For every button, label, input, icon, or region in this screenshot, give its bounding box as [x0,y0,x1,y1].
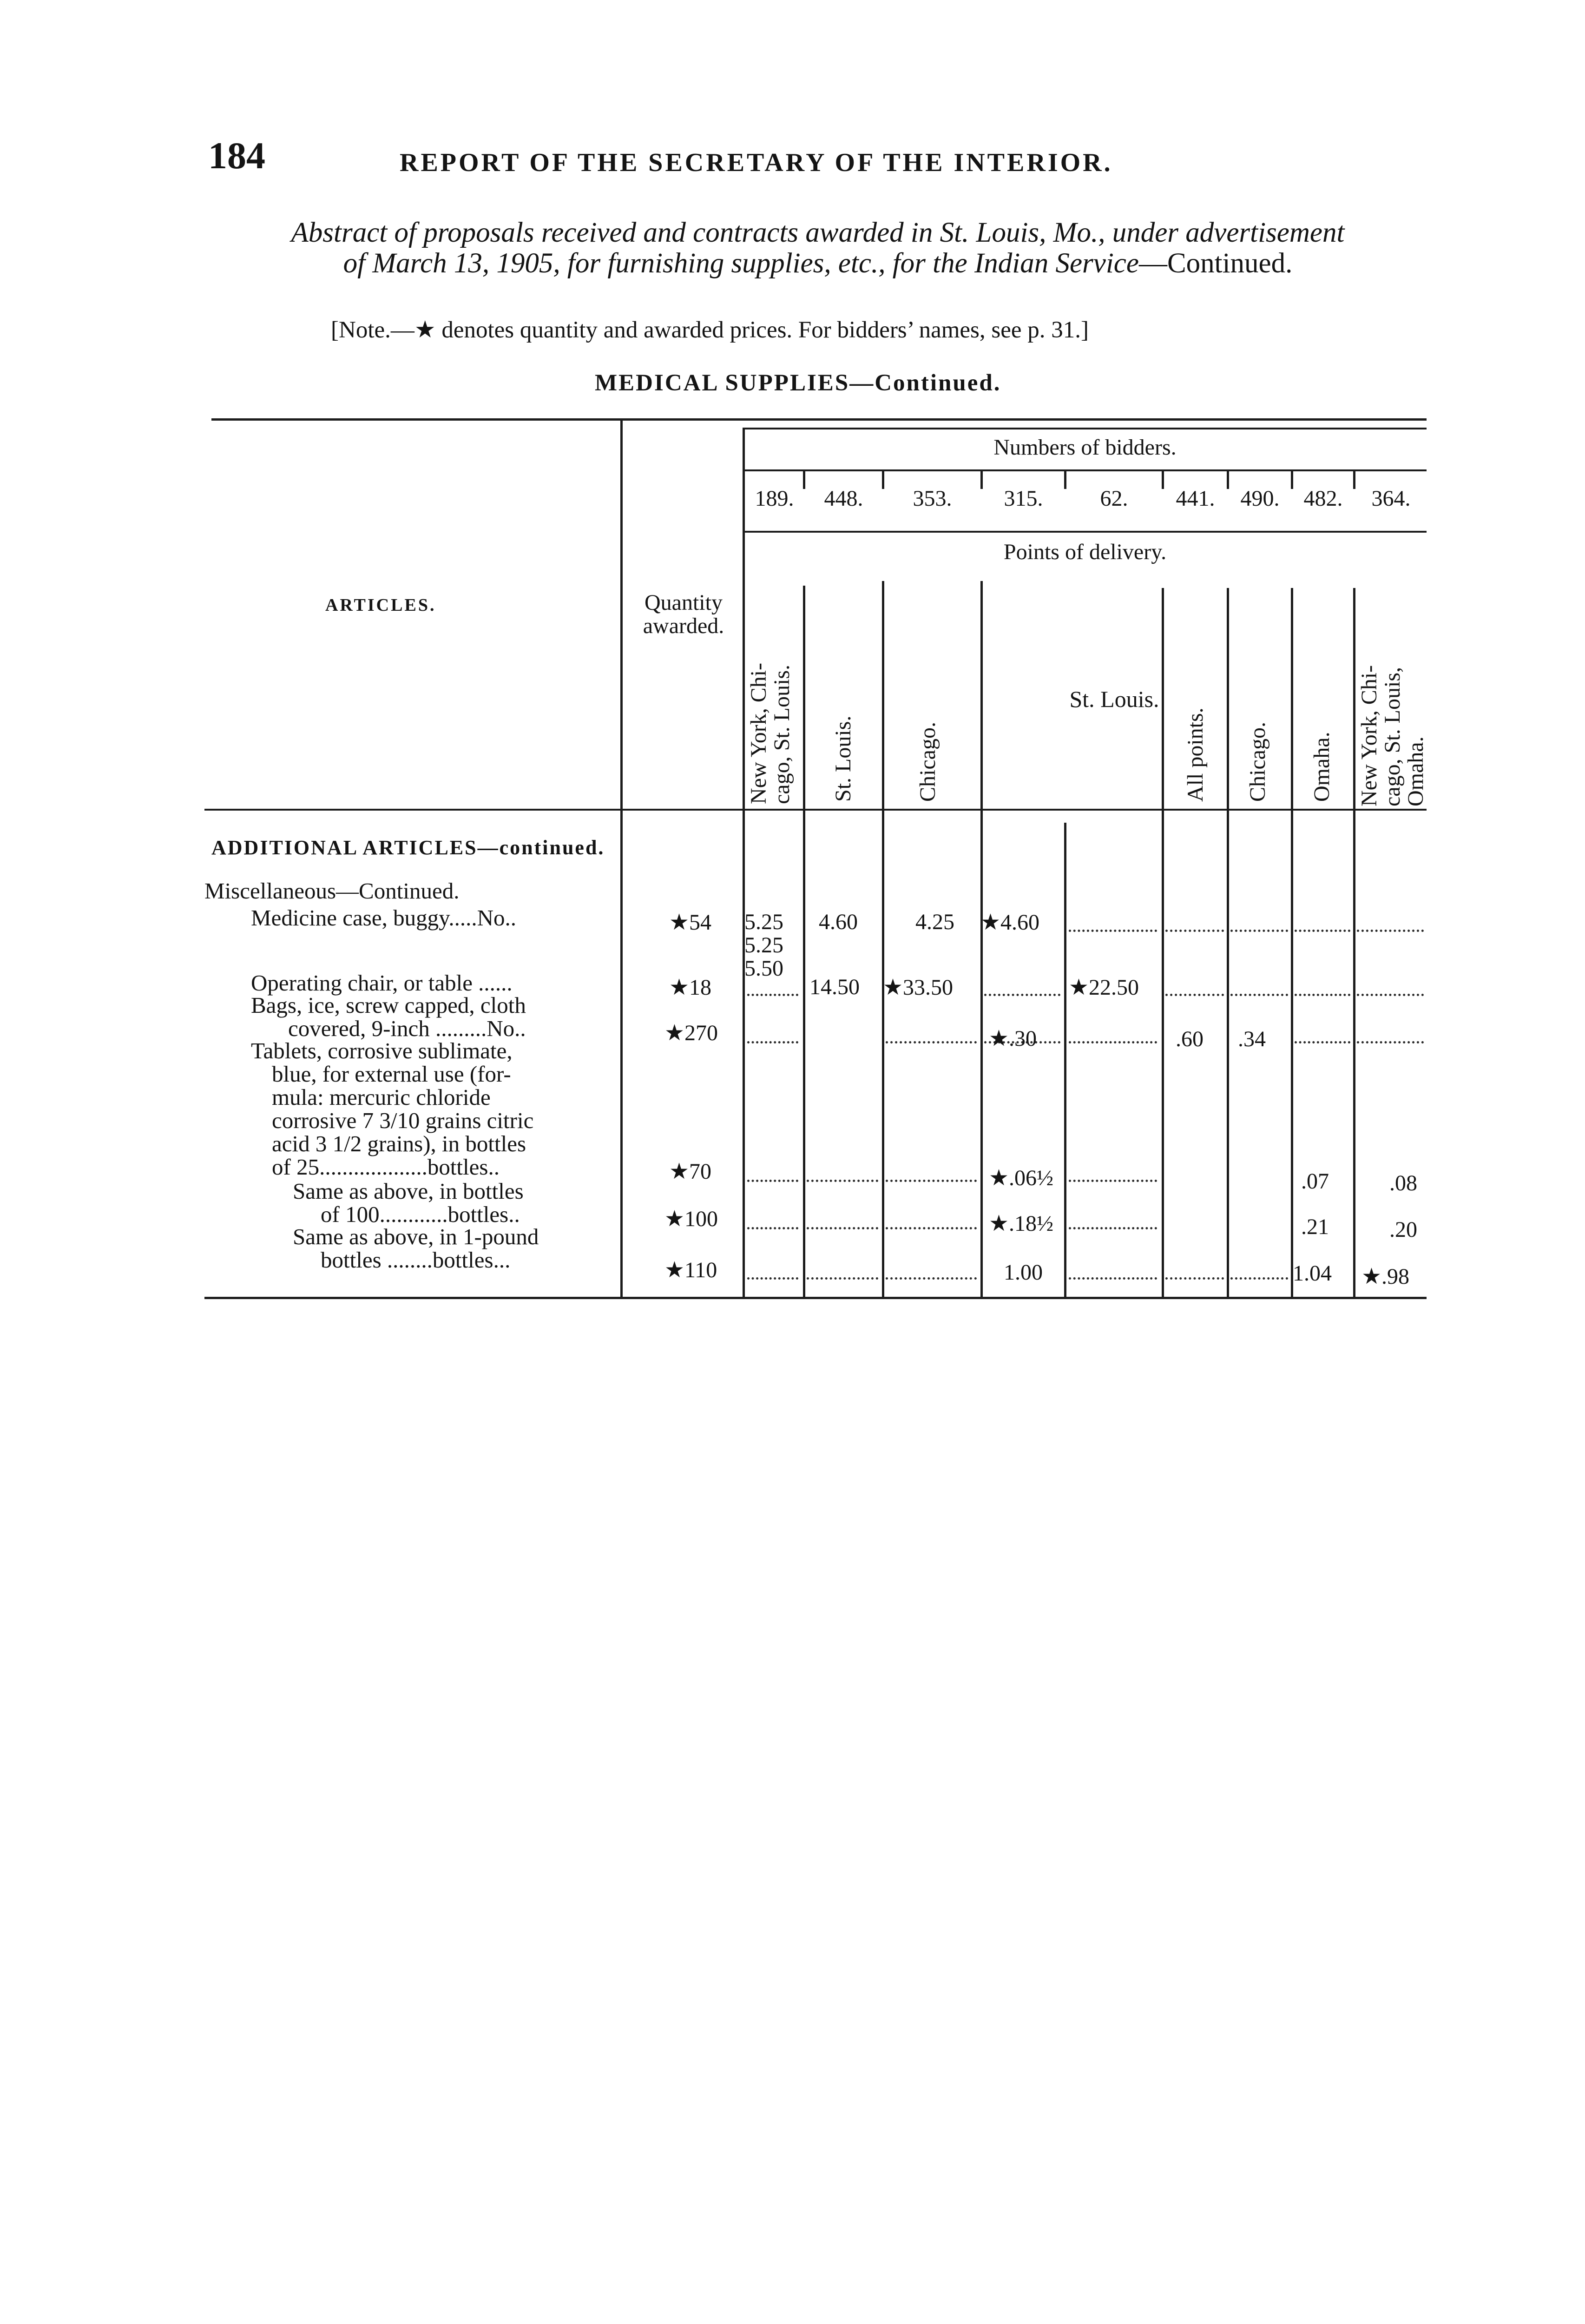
row-tablets-100-label-2: of 100............bottles.. [321,1202,520,1227]
row-tablets-lb-315: 1.00 [1004,1260,1043,1285]
bidder-number: 315. [1004,486,1043,511]
col-rule-62-lower [1162,588,1164,1297]
col-rule-441-lower [1227,588,1229,1297]
row-medicine-case-189-1: 5.25 [744,910,783,934]
leader [747,1227,798,1229]
leader [1230,930,1288,932]
subgroup-header: Miscellaneous—Continued. [204,878,460,904]
row-tablets-label-6: of 25...................bottles.. [272,1154,500,1180]
leader [886,1180,977,1182]
row-tablets-label-5: acid 3 1/2 grains), in bottles [272,1131,526,1156]
row-tablets-25-qty: ★70 [669,1159,712,1184]
row-operating-chair-62: ★22.50 [1069,975,1139,1000]
group-header: ADDITIONAL ARTICLES—continued. [211,836,605,859]
delivery-364-line-3: Omaha. [1403,736,1428,806]
bidder-number: 448. [824,486,863,511]
abstract-line-2 [204,248,1431,279]
leader [984,994,1060,996]
row-operating-chair-448: 14.50 [809,975,860,999]
row-bags-ice-label-2: covered, 9-inch .........No.. [288,1016,526,1041]
bidder-number: 441. [1176,486,1215,511]
section-title: MEDICAL SUPPLIES—Continued. [595,370,1001,396]
row-operating-chair-label: Operating chair, or table ...... [251,970,513,996]
table-bottom-rule [204,1297,1427,1299]
row-tablets-25-482: .07 [1301,1169,1329,1194]
delivery-364-line-1: New York, Chi- [1357,665,1381,806]
delivery-364-line-2: cago, St. Louis, [1380,667,1405,806]
col-rule-189-lower [803,586,805,1297]
articles-header: ARTICLES. [325,595,436,615]
delivery-189-line-2: cago, St. Louis. [769,665,794,804]
leader [1069,1227,1157,1229]
leader [886,1227,977,1229]
delivery-441: All points. [1183,707,1208,802]
star-icon: ★ [414,317,436,343]
bidder-number: 353. [913,486,952,511]
abstract-line-2-tail: —Continued. [1138,248,1293,279]
page-number: 184 [208,134,265,177]
row-tablets-25-364: .08 [1389,1171,1417,1195]
row-medicine-case-189-2: 5.25 [744,933,783,957]
row-medicine-case-315: ★4.60 [980,910,1040,935]
table-top-rule [211,418,1427,421]
row-tablets-100-364: .20 [1389,1217,1417,1242]
delivery-189 [747,586,794,804]
row-bags-ice-490: .34 [1238,1027,1266,1051]
delivery-label-rule [743,531,1427,533]
bidder-number: 364. [1371,486,1411,511]
leader [1295,1041,1350,1043]
row-bags-ice-label-1: Bags, ice, screw capped, cloth [251,992,526,1018]
delivery-490: Chicago. [1245,722,1270,802]
leader [1165,1277,1224,1280]
leader [1357,1041,1424,1043]
row-tablets-100-qty: ★100 [664,1207,718,1231]
col-rule-490-lower [1291,588,1293,1297]
leader [807,1180,878,1182]
leader [747,1180,798,1182]
leader [747,1277,798,1280]
row-tablets-label-3: mula: mercuric chloride [272,1084,491,1110]
leader [747,994,798,996]
leader [1357,994,1424,996]
leader [1069,1277,1157,1280]
quantity-header [623,591,744,638]
leader [1295,994,1350,996]
abstract-title [204,218,1431,279]
leader [1069,930,1157,932]
note-prefix: [Note.— [331,317,414,343]
leader [1357,930,1424,932]
leader [886,1277,977,1280]
leader [1165,930,1224,932]
row-operating-chair-qty: ★18 [669,975,712,1000]
row-bags-ice-441: .60 [1176,1027,1204,1051]
running-head: REPORT OF THE SECRETARY OF THE INTERIOR. [400,148,1113,177]
leader [807,1277,878,1280]
bidders-numbers-rule [743,469,1427,471]
note-text: denotes quantity and awarded prices. For bidders’ names, see p. 31.] [435,317,1089,343]
bidder-number: 490. [1240,486,1280,511]
row-medicine-case-label: Medicine case, buggy.....No.. [251,905,517,931]
bidder-number: 62. [1100,486,1128,511]
row-tablets-lb-label-1: Same as above, in 1-pound [293,1224,539,1249]
leader [807,1227,878,1229]
row-tablets-100-315: ★.18½ [989,1211,1054,1236]
delivery-353: Chicago. [915,722,940,802]
leader [1069,1041,1157,1043]
row-medicine-case-448: 4.60 [819,910,858,934]
delivery-448: St. Louis. [831,715,855,802]
delivery-189-line-1: New York, Chi- [746,662,771,804]
leader [1069,1180,1157,1182]
note [331,316,1089,343]
bidder-number: 482. [1303,486,1343,511]
row-tablets-label-4: corrosive 7 3/10 grains citric [272,1108,534,1133]
col-rule-353-lower [980,581,983,1297]
delivery-482: Omaha. [1309,732,1334,802]
row-tablets-label-2: blue, for external use (for- [272,1061,511,1087]
delivery-315-62: St. Louis. [1069,686,1159,712]
row-medicine-case-qty: ★54 [669,910,712,935]
row-bags-ice-qty: ★270 [664,1021,718,1045]
col-rule-482-lower [1353,588,1355,1297]
row-bags-ice-315: ★.30 [989,1026,1037,1051]
row-operating-chair-353: ★33.50 [883,975,954,1000]
row-tablets-100-482: .21 [1301,1215,1329,1239]
row-tablets-lb-482: 1.04 [1293,1261,1332,1286]
row-medicine-case-353: 4.25 [915,910,954,934]
row-tablets-lb-364: ★.98 [1361,1264,1410,1289]
delivery-364 [1358,593,1427,806]
points-of-delivery-header: Points of delivery. [1003,540,1167,564]
bidder-number: 189. [755,486,794,511]
leader [1230,1277,1288,1280]
row-tablets-lb-label-2: bottles ........bottles... [321,1247,511,1273]
leader [747,1041,798,1043]
row-tablets-label-1: Tablets, corrosive sublimate, [251,1038,513,1063]
numbers-of-bidders-header: Numbers of bidders. [993,435,1177,460]
row-tablets-lb-qty: ★110 [664,1258,717,1282]
col-rule-448-lower [882,581,884,1297]
col-rule-articles [620,421,623,1297]
leader [886,1041,977,1043]
quantity-header-line-1: Quantity [645,590,723,615]
col-rule-315-lower [1064,823,1066,1297]
leader [1165,994,1224,996]
leader [1295,930,1350,932]
quantity-header-line-2: awarded. [643,614,724,638]
bidders-top-rule [743,428,1427,429]
row-medicine-case-189-3: 5.50 [744,956,783,981]
leader [1230,994,1288,996]
abstract-line-2-italic: of March 13, 1905, for furnishing supplies, etc., for the Indian Service [343,248,1139,279]
row-tablets-25-315: ★.06½ [989,1166,1054,1190]
header-bottom-rule [204,809,1427,811]
row-tablets-100-label-1: Same as above, in bottles [293,1178,524,1204]
abstract-line-1: Abstract of proposals received and contracts awarded in St. Louis, Mo., under advertisement [291,217,1345,248]
